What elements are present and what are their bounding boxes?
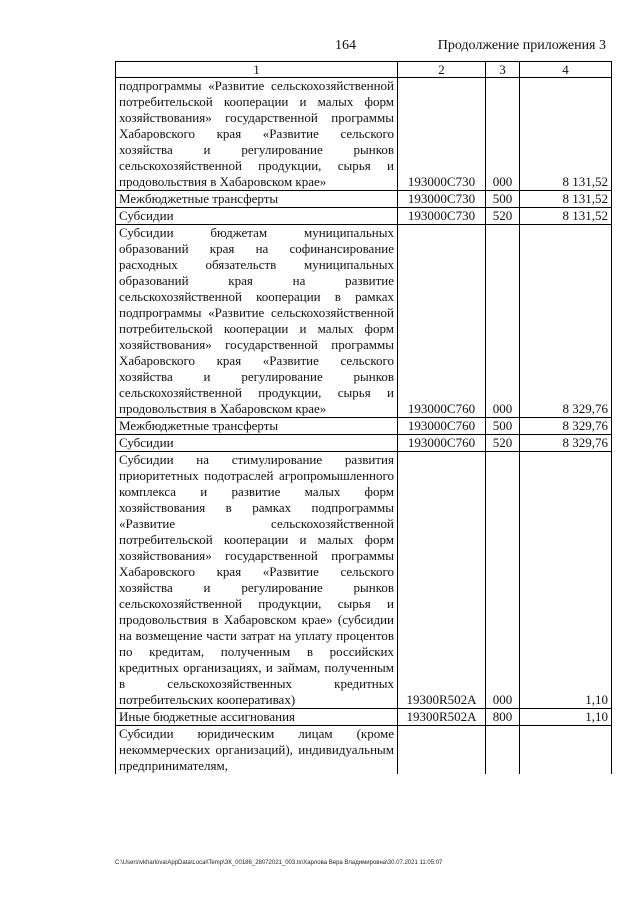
- row-amount: 1,10: [520, 709, 612, 726]
- table-header-row: [116, 62, 612, 78]
- row-amount: 8 131,52: [520, 191, 612, 208]
- column-header: 1: [116, 62, 398, 78]
- row-expense-kind: 000: [486, 225, 520, 418]
- row-expense-kind: 500: [486, 418, 520, 435]
- table-row: [116, 709, 612, 726]
- row-target-code: 193000С730: [398, 191, 486, 208]
- row-amount: [520, 726, 612, 775]
- budget-table: [115, 61, 612, 774]
- table-row: [116, 726, 612, 775]
- row-target-code: 193000С760: [398, 435, 486, 452]
- table-row: [116, 191, 612, 208]
- row-description: Субсидии на стимулирование развития приоритетных подотраслей агропромышленного комплекса и развитие малых форм хозяйствования в рамках подпрограммы «Развитие сельскохозяйственной потребительской кооперации и малых форм хозяйствования» государственной программы Хабаровского края «Развитие сельского хозяйства и регулирование рынков сельскохозяйственной продукции, сырья и продовольствия в Хабаровском крае» (субсидии на возмещение части затрат на уплату процентов по кредитам, полученным в российских кредитных организациях, и займам, полученным в сельскохозяйственных кредитных потребительских кооперативах): [116, 452, 398, 709]
- file-path-footer: C:\Users\vkharlova\AppData\Local\Temp\ЗК_00186_28072021_003.tx\Харлова Вера Владимировна\30.07.2021 11:05:07: [115, 860, 443, 866]
- row-amount: 8 131,52: [520, 208, 612, 225]
- row-expense-kind: 000: [486, 78, 520, 191]
- row-target-code: [398, 726, 486, 775]
- column-header: 4: [520, 62, 612, 78]
- table-row: [116, 225, 612, 418]
- table-row: [116, 78, 612, 191]
- row-description: Межбюджетные трансферты: [116, 418, 398, 435]
- column-header: 2: [398, 62, 486, 78]
- row-expense-kind: 520: [486, 435, 520, 452]
- running-head: Продолжение приложения 3: [437, 38, 606, 53]
- row-expense-kind: 520: [486, 208, 520, 225]
- row-target-code: 193000С730: [398, 78, 486, 191]
- row-target-code: 19300R502A: [398, 709, 486, 726]
- row-amount: 8 329,76: [520, 435, 612, 452]
- row-amount: 8 131,52: [520, 78, 612, 191]
- row-target-code: 193000С760: [398, 225, 486, 418]
- table-row: [116, 418, 612, 435]
- table-row: [116, 452, 612, 709]
- row-description: Субсидии бюджетам муниципальных образований края на софинансирование расходных обязательств муниципальных образований края на развитие сельскохозяйственной кооперации в рамках подпрограммы «Развитие сельскохозяйственной потребительской кооперации и малых форм хозяйствования» государственной программы Хабаровского края «Развитие сельского хозяйства и регулирование рынков сельскохозяйственной продукции, сырья и продовольствия в Хабаровском крае»: [116, 225, 398, 418]
- row-target-code: 193000С730: [398, 208, 486, 225]
- row-expense-kind: 000: [486, 452, 520, 709]
- table-row: [116, 435, 612, 452]
- row-expense-kind: 500: [486, 191, 520, 208]
- page-number: 164: [335, 38, 356, 53]
- row-amount: 1,10: [520, 452, 612, 709]
- column-header: 3: [486, 62, 520, 78]
- row-description: Субсидии юридическим лицам (кроме некоммерческих организаций), индивидуальным предпринимателям,: [116, 726, 398, 775]
- row-amount: 8 329,76: [520, 418, 612, 435]
- row-target-code: 193000С760: [398, 418, 486, 435]
- table-row: [116, 208, 612, 225]
- row-description: Субсидии: [116, 435, 398, 452]
- row-description: Межбюджетные трансферты: [116, 191, 398, 208]
- row-target-code: 19300R502A: [398, 452, 486, 709]
- row-description: Субсидии: [116, 208, 398, 225]
- row-description: подпрограммы «Развитие сельскохозяйственной потребительской кооперации и малых форм хозяйствования» государственной программы Хабаровского края «Развитие сельского хозяйства и регулирование рынков сельскохозяйственной продукции, сырья и продовольствия в Хабаровском крае»: [116, 78, 398, 191]
- row-description: Иные бюджетные ассигнования: [116, 709, 398, 726]
- row-amount: 8 329,76: [520, 225, 612, 418]
- row-expense-kind: [486, 726, 520, 775]
- row-expense-kind: 800: [486, 709, 520, 726]
